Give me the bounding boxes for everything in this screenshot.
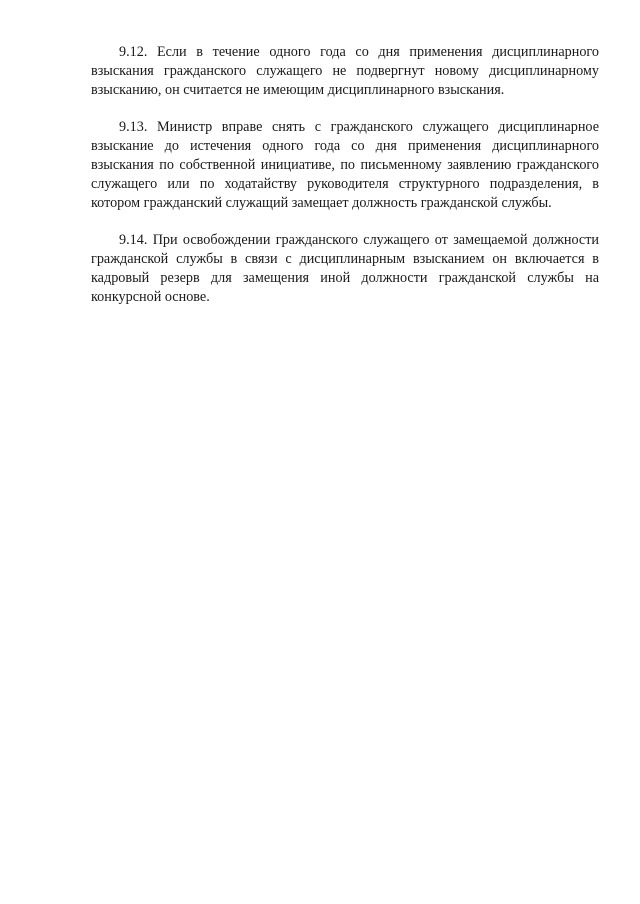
paragraph-9-12: 9.12. Если в течение одного года со дня применения дисциплинарного взыскания гражданского служащего не подвергнут новому дисциплинарному взысканию, он считается не имеющим дисциплинарного взыскания. — [91, 44, 599, 98]
paragraph-9-14: 9.14. При освобождении гражданского служащего от замещаемой должности гражданской службы в связи с дисциплинарным взысканием он включается в кадровый резерв для замещения иной должности гражданской службы на конкурсной основе. — [91, 232, 599, 305]
paragraph-9-13: 9.13. Министр вправе снять с гражданского служащего дисциплинарное взыскание до истечения одного года со дня применения дисциплинарного взыскания по собственной инициативе, по письменному заявлению гражданского служащего или по ходатайству руководителя структурного подразделения, в котором гражданский служащий замещает должность гражданской службы. — [91, 119, 599, 211]
document-body — [91, 43, 599, 325]
